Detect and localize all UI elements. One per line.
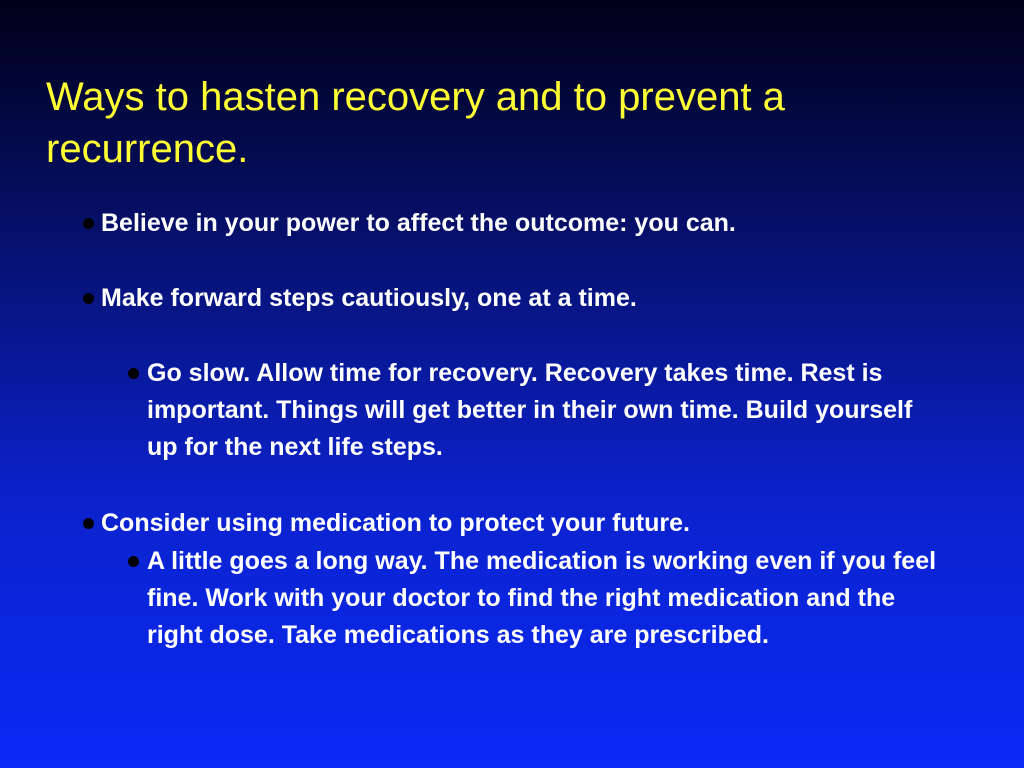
bullet-item (101, 505, 951, 542)
bullet-dot-icon (83, 218, 94, 229)
bullet-text: Believe in your power to affect the outcome: you can. (101, 209, 736, 237)
sub-bullet-item (147, 355, 937, 466)
sub-bullet-text: Go slow. Allow time for recovery. Recovery takes time. Rest is important. Things will get better in their own time. Build yourself up for the next life steps. (147, 359, 913, 461)
bullet-item (101, 280, 951, 317)
bullet-item (101, 205, 951, 242)
bullet-dot-icon (83, 293, 94, 304)
bullet-dot-icon (128, 556, 139, 567)
bullet-text: Consider using medication to protect your future. (101, 509, 690, 537)
bullet-text: Make forward steps cautiously, one at a time. (101, 284, 637, 312)
bullet-dot-icon (128, 368, 139, 379)
slide-title: Ways to hasten recovery and to prevent a recurrence. (46, 75, 785, 171)
sub-bullet-item (147, 543, 937, 654)
bullet-dot-icon (83, 518, 94, 529)
sub-bullet-text: A little goes a long way. The medication is working even if you feel fine. Work with your doctor to find the right medication and the right dose. Take medications as they are prescribed. (147, 547, 937, 649)
